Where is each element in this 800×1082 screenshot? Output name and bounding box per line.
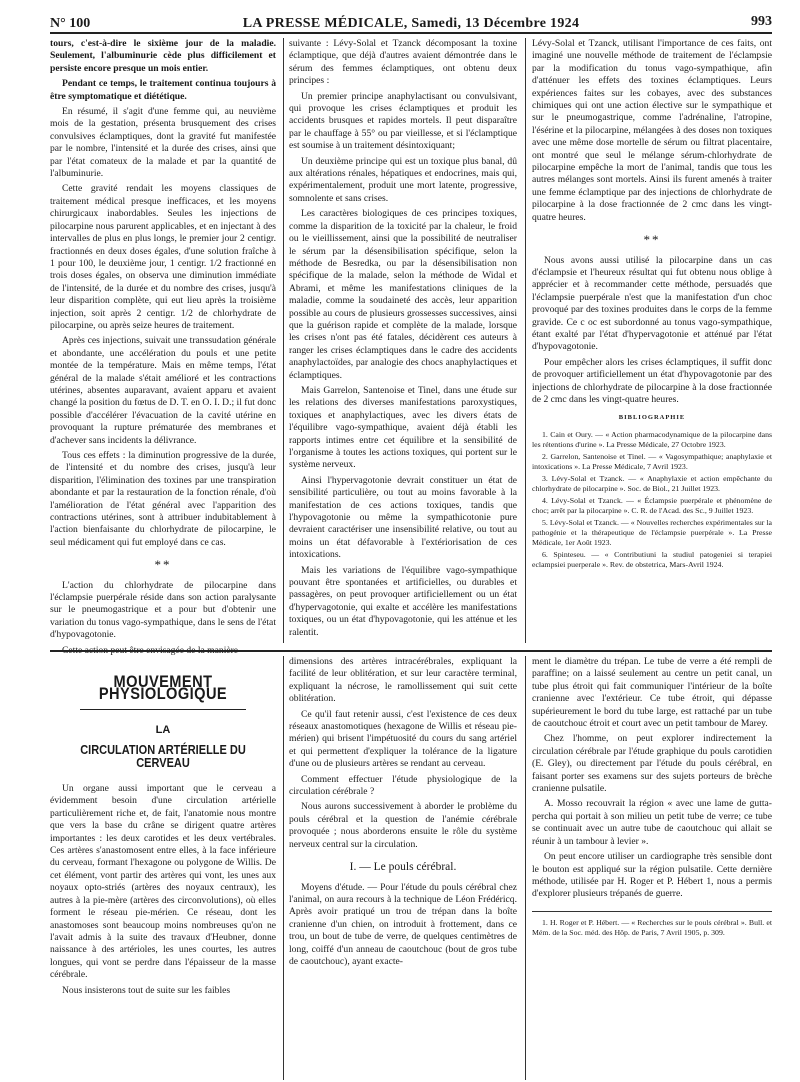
paragraph: Cette gravité rendait les moyens classiques de traitement médical presque inefficaces, et les moyens chirurgicaux inabordables. Seules les injections de pilocarpine nous parurent applicables, et en injectant à des intervalles de plus en plus longs, le premier jour 2 centigr. fractionnés en deux doses égales, d'une solution fraîche à 1 pour 100, le deuxième jour, 1 centigr. 1/2 fractionné en trois doses égales, on observa une diminution immédiate de l'intensité, de la durée et du nombre des crises, jusqu'à leur disparition complète, qui eut lieu après la troisième injection, soit après 2 centigr. 1/2 de chlorhydrate de pilocarpine, ou après seize heures de traitement. — [50, 183, 276, 331]
paragraph: En résumé, il s'agit d'une femme qui, au neuvième mois de la gestation, présenta brusquement des crises convulsives éclamptiques, dont la gravité fut manifestée par le nombre, l'intensité et la durée des crises, ainsi que par l'état comateux de la malade et par la quantité de l'albuminurie. — [50, 106, 276, 180]
bibliography-entry: 3. Lévy-Solal et Tzanck. — « Anaphylaxie et action empêchante du chlorhydrate de pilocarpine ». Soc. de Biol., 21 Juillet 1923. — [532, 473, 772, 493]
paragraph: Mais les variations de l'équilibre vago-sympathique pouvant être spontanées et artificielles, ou durables et passagères, on peut provoquer artificiellement ou un état d'hypervagotonie, qui exalte et accélère les manifestations toxiques, ou un état d'hypovagotonie, qui les atténue et les ralentit. — [289, 564, 517, 638]
section-break-stars: ** — [643, 232, 661, 248]
paragraph: Un organe aussi important que le cerveau a évidemment besoin d'une circulation artérielle particulièrement riche et, de fait, l'anatomie nous montre que vers la base du crâne se dirigent quatre artères importantes : les deux carotides et les deux vertébrales. Ces artères s'anastomosent entre elles, à la face inférieure du cerveau, formant l'hexagone ou polygone de Willis. De cet élément, vont partir des artères qui vont, les unes aux noyaux opto-striés (artères des noyaux centraux), les autres à la pie-mère (artères des circonvolutions), où elles forment le réseau pie-mérien. Ce réseau, dont les anastomoses sont beaucoup moins nombreuses qu'on ne l'avait admis à la suite des travaux d'Heubner, donne naissance à des artérioles, les unes courtes, les autres longues, qui vont se perdre dans l'épaisseur de la masse cérébrale. — [50, 783, 276, 981]
paragraph: suivante : Lévy-Solal et Tzanck décomposant la toxine éclamptique, que déjà d'autres avaient démontrée dans le sérum des femmes éclamptiques, ont obtenu deux principes : — [289, 38, 517, 87]
title-rule — [80, 709, 246, 710]
bibliography-entry: 1. Cain et Oury. — « Action pharmacodynamique de la pilocarpine dans les rétentions d'urine ». La Presse Médicale, 27 Octobre 1923. — [532, 429, 772, 449]
article-title: CIRCULATION ARTÉRIELLE DU CERVEAU — [80, 743, 246, 770]
section-break-stars: ** — [154, 557, 172, 573]
paragraph: Un deuxième principe qui est un toxique plus banal, dû aux altérations rénales, hépatiques et endocrines, mais qui, expérimentalement, produit une mort latente, progressive, somnolente et sans crises. — [289, 155, 517, 204]
paragraph: Nous aurons successivement à aborder le problème du pouls cérébral et la question de l'anémie cérébrale provoquée ; nous aborderons ensuite le rôle du système nerveux central sur la circulation. — [289, 801, 517, 850]
paragraph: Ainsi l'hypervagotonie devrait constituer un état de sensibilité particulière, ou tout au moins favorable à la manifestation de ces actions toxiques, tandis que l'hypovagotonie ou même la sympathicotonie pure devraient caractériser une insensibilité relative, ou tout au moins un état défavorable à l'extériorisation de ces intoxications. — [289, 474, 517, 561]
top-column-3 — [532, 38, 772, 643]
paragraph: Nous avons aussi utilisé la pilocarpine dans un cas d'éclampsie et l'heureux résultat qui fut obtenu nous oblige à apprécier et à recommander cette méthode, persuadés que l'éclampsie puerpérale n'est que la manifestation d'un choc provoqué par des toxines produites dans le corps de la femme gravide. Ce c oc est subordonné au tonus vago-sympathique, étant exalté par l'état d'hypervagotonie et atténué par l'état d'hypovagotonie. — [532, 254, 772, 353]
paragraph: Comment effectuer l'étude physiologique de la circulation cérébrale ? — [289, 773, 517, 798]
paragraph: L'action du chlorhydrate de pilocarpine dans l'éclampsie puerpérale réside dans son action paralysante sur le pneumogastrique et a pour but d'obtenir une variation du tonus vago-sympathique, dans le sens de l'état d'hypovagotonie. — [50, 579, 276, 641]
section-title: MOUVEMENT PHYSIOLOGIQUE — [98, 672, 228, 704]
bibliography-entry: 4. Lévy-Solal et Tzanck. — « Éclampsie puerpérale et phénomène de choc; arrêt par la pilocarpine ». C. R. de l'Acad. des Sc., 9 Juillet 1923. — [532, 495, 772, 515]
paragraph: On peut encore utiliser un cardiographe très sensible dont le bouton est appliqué sur la région pulsatile. Cette dernière méthode, utilisée par H. Roger et P. Hébert 1, nous a permis d'explorer plusieurs trépanés de guerre. — [532, 851, 772, 900]
article-title-pre: LA — [155, 723, 171, 736]
paragraph: Ce qu'il faut retenir aussi, c'est l'existence de ces deux réseaux anastomotiques (hexagone de Willis et réseau pie-mérien) qui brisent l'impétuosité du cours du sang artériel et qui permettent d'expliquer la tolérance de la ligature d'une ou de plusieurs artères se rendant au cerveau. — [289, 708, 517, 770]
paragraph: Les caractères biologiques de ces principes toxiques, comme la disparition de la toxicité par la chaleur, le froid ou le vieillissement, ainsi que la possibilité de neutraliser le sérum par la désensibilisation spécifique, selon la méthode de Besredka, ou par la désensibilisation non spécifique de la malade, selon la méthode de Widal et Abrami, et même les manifestations cliniques de la maladie, comme la soudaineté des accès, leur apparition possible au cours de plusieurs grossesses successives, ainsi que la guérison rapide et complète de la malade, lorsque les crises n'ont pas été fatales, décidèrent ces auteurs à ranger les crises éclamptiques dans le cadre des accidents anaphylactoïdes, par analogie des chocs anaphylactiques et éclamptiques. — [289, 208, 517, 381]
top-column-1 — [50, 38, 276, 656]
page-header — [50, 6, 772, 34]
bibliography-entry: 2. Garrelon, Santenoise et Tinel. — « Vagosympathique; anaphylaxie et intoxications ». La Presse Médicale, 7 Avril 1923. — [532, 451, 772, 471]
section-heading: I. — Le pouls cérébral. — [349, 861, 457, 874]
paragraph: tours, c'est-à-dire le sixième jour de la maladie. Seulement, l'albuminurie cède plus difficilement et persiste encore presque un mois entier. — [50, 38, 276, 74]
paragraph: A. Mosso recouvrait la région « avec une lame de gutta-percha qui portait à son milieu un petit tube de verre; ce tube se continuait avec un autre tube de caoutchouc qui allait se réunir à un tambour à levier ». — [532, 798, 772, 847]
column-divider — [525, 656, 526, 1080]
paragraph: Mais Garrelon, Santenoise et Tinel, dans une étude sur les relations des diverses manifestations paroxystiques, toxiques et anaphylactiques, avec les divers états de l'équilibre vago-sympathique, avaient déjà établi les rapports intimes entre cet équilibre et la sensibilité de l'organisme à toutes les actions toxiques, qui portent sur le système nerveux. — [289, 384, 517, 471]
footnote-rule — [532, 911, 772, 912]
paragraph: Moyens d'étude. — Pour l'étude du pouls cérébral chez l'animal, on aura recours à la technique de Léon Frédéricq. Après avoir pratiqué un trou de trépan dans la boîte cranienne d'un chien, on introduit à frottement, dans ce trou, un bout de tube de verre, de quelques centimètres de long, coiffé d'un anneau de caoutchouc (bout de gros tube de caoutchouc), ayant exacte- — [289, 881, 517, 967]
paragraph: Pour empêcher alors les crises éclamptiques, il suffit donc de provoquer artificiellement un état d'hypovagotonie par des injections de chlorhydrate de pilocarpine à la dose fractionnée de 2 cmc dans les vingt-quatre heures. — [532, 356, 772, 405]
bibliography-entry: 5. Lévy-Solal et Tzanck. — « Nouvelles recherches expérimentales sur la pathogénie et la thérapeutique de l'éclampsie puerpérale ». La Presse Médicale, 1er Août 1923. — [532, 517, 772, 547]
bottom-column-3-body — [532, 656, 772, 901]
bottom-column-1-body — [50, 783, 276, 997]
column-divider — [283, 656, 284, 1080]
paragraph: Cette action peut être envisagée de la manière — [62, 644, 239, 656]
paragraph: Nous insisterons tout de suite sur les faibles — [62, 984, 231, 996]
bibliography-title: BIBLIOGRAPHIE — [618, 414, 686, 422]
footnote: 1. H. Roger et P. Hébert. — « Recherches sur le pouls cérébral ». Bull. et Mém. de la Soc. méd. des Hôp. de Paris, 7 Avril 1905, p. 309. — [532, 917, 772, 937]
top-column-2 — [289, 38, 517, 643]
paragraph: ment le diamètre du trépan. Le tube de verre a été rempli de paraffine; on a laissé seulement au centre un petit canal, un tube plus étroit qui fait communiquer l'intérieur de la boîte cranienne avec l'extérieur. Ce tube étroit, qui dépasse supérieurement le bord du tube large, est rattaché par un tube de caoutchouc étroit et court avec un petit tambour de Marey. — [532, 656, 772, 730]
column-divider — [525, 38, 526, 643]
section-divider — [50, 650, 772, 652]
paragraph: Lévy-Solal et Tzanck, utilisant l'importance de ces faits, ont imaginé une nouvelle méthode de traitement de l'éclampsie par la modification du tonus vago-sympathique, afin d'atténuer les effets des toxines éclamptiques. Leurs expériences faites sur les cobayes, avec des substances chimiques qui ont une action élective sur le sympathique et sur le pneumogastrique, comme l'adrénaline, l'atropine, l'ésérine et la pilocarpine, mélangées à des doses non toxiques avec une même dose mortelle de sérum ou filtrat placentaire, ont montré que seul le mélange sérum-chlorhydrate de pilocarpine empêche la mort de l'animal, tandis que tous les autres mélanges sont mortels. Ainsi ils furent amenés à traiter une femme éclamptique par des injections de chlorhydrate de pilocarpine à la dose fractionnée de 2 cmc dans les vingt-quatre heures. — [532, 38, 772, 223]
bottom-column-3 — [532, 656, 772, 1080]
paragraph: dimensions des artères intracérébrales, expliquant la facilité de leur oblitération, et sur leur caractère terminal, expliquant la nécrose, le ramollissement qui suit cette oblitération. — [289, 656, 517, 705]
paragraph: Chez l'homme, on peut explorer indirectement la circulation cérébrale par l'étude graphique du pouls carotidien (E. Gley), ou directement par l'étude du pouls cérébral, en faisant porter ses examens sur des sujets porteurs de brèche cranienne pulsatile. — [532, 733, 772, 795]
paragraph: Un premier principe anaphylactisant ou convulsivant, qui provoque les crises éclamptiques et produit les accidents brusques et rapides mortels. Il peut disparaître par le chauffage à 55° ou par vieillesse, et si l'éclamptique est soumise à un traitement désintoxiquant; — [289, 90, 517, 152]
page-number: 993 — [751, 14, 772, 29]
bottom-column-1 — [50, 656, 276, 1080]
column-divider — [283, 38, 284, 643]
paragraph: Après ces injections, suivait une transsudation générale et abondante, une accélération du pouls et une petite montée de la température. Mais en même temps, l'état général de la malade s'était amélioré et les contractions utérines, absentes auparavant, avaient apparu et avaient changé la position du fœtus de D. T. en O. I. D.; il fut donc possible d'accélérer l'évacuation de la cavité utérine en provoquant la rupture prématurée des membranes et d'achever sans incidents la délivrance. — [50, 335, 276, 446]
journal-title: LA PRESSE MÉDICALE, Samedi, 13 Décembre 1924 — [242, 16, 580, 31]
paragraph: Tous ces effets : la diminution progressive de la durée, de l'intensité et du nombre des crises, jusqu'à leur disparition, l'élimination des toxines par une transpiration abondante et par la restauration de la fonction rénale, d'où l'amélioration de l'état général avec l'apparition des contractions utérines, sont à attribuer indubitablement à l'action bienfaisante du chlorhydrate de pilocarpine, le seul médicament qui fut employé dans ce cas. — [50, 450, 276, 548]
bottom-column-2 — [289, 656, 517, 1080]
issue-number: N° 100 — [50, 16, 91, 31]
bibliography-entry: 6. Spinteseu. — « Contributiuni la studiul patogeniei si terapiei eclampsiei puerperale ». Rev. de obstetrica, Mars-Avril 1924. — [532, 549, 772, 569]
paragraph: Pendant ce temps, le traitement continua toujours à être symptomatique et diététique. — [50, 78, 276, 102]
